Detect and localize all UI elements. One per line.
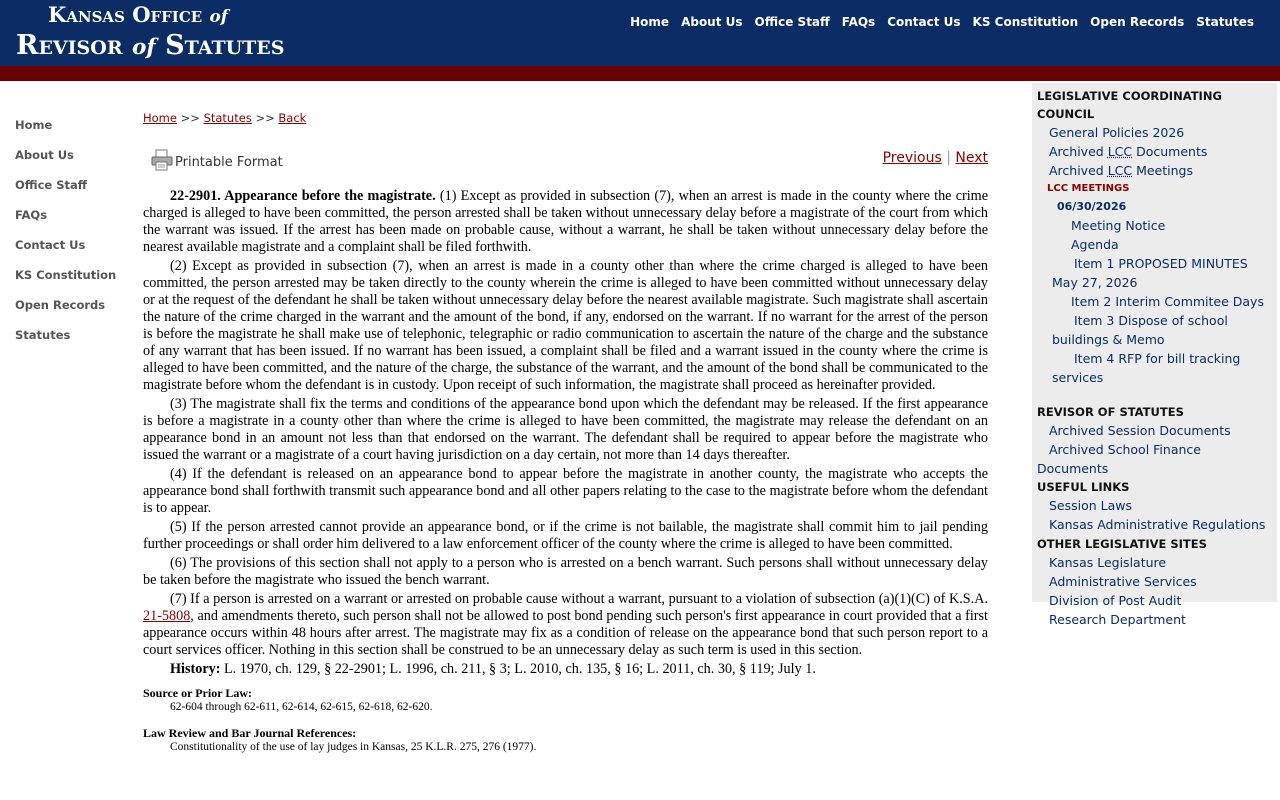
ksa-21-5808-link[interactable]: 21-5808 [143,608,191,624]
link-text: Meetings [1132,163,1193,178]
leftnav-contact-us[interactable]: Contact Us [15,238,86,252]
lcc-meetings-subheading: LCC MEETINGS [1047,183,1130,194]
topnav-office-staff[interactable]: Office Staff [754,15,830,29]
topnav-about-us[interactable]: About Us [681,15,743,29]
sidebar-row [1037,142,1272,161]
main-content [143,111,988,766]
statute-para-7-text-b: , and amendments thereto, such person shall not be allowed to post bond pending such person's first appearance in court provided that a first appearance occurs within 48 hours after arrest. The magistrate may fix as a condition of release on the appearance bond that such person report to a court services officer. Nothing in this section shall be construed to be an unnecessary delay as such term is used in this section. [143,608,988,658]
site-header [0,0,1280,66]
division-post-audit-link[interactable]: Division of Post Audit [1049,593,1182,608]
other-sites-heading: OTHER LEGISLATIVE SITES [1037,537,1207,551]
sidebar-row [1037,349,1272,387]
sidebar-row [1037,235,1272,254]
sidebar-row [1037,610,1272,629]
kansas-legislature-link[interactable]: Kansas Legislature [1049,555,1167,570]
item-4-rfp-link[interactable]: Item 4 RFP for bill tracking services [1052,351,1241,385]
previous-link[interactable]: Previous [882,150,942,166]
statute-para-2: (2) Except as provided in subsection (7), when an arrest is made in a county other than where the crime charged is alleged to have been committed, the person arrested may be taken directly to the county wherein the crime is alleged to have been committed without unnecessary delay or at the request of the defendant he shall be taken without unnecessary delay before the nearest available magistrate. Such magistrate shall ascertain the nature of the crime charged in the warrant and the amount of the bond, if any, endorsed on the warrant. If no warrant for the arrest of the person is before the magistrate he shall make use of telephonic, telegraphic or radio communication to ascertain the nature of the charge and the substance of any warrant that has been issued. If no warrant has been issued, a complaint shall be filed and a warrant issued in the county where the crime is alleged to have been committed, and the nature of the charge, the substance of the warrant, and the amount of the bond shall be communicated to the magistrate before whom the defendant is in custody. Upon receipt of such information, the magistrate shall proceed as hereinafter provided. [143,258,988,393]
sidebar-row [1037,216,1272,235]
kansas-admin-regs-link[interactable]: Kansas Administrative Regulations [1049,517,1266,532]
logo-line-1 [48,2,228,27]
breadcrumb-statutes[interactable]: Statutes [203,111,252,125]
leftnav-office-staff[interactable]: Office Staff [15,178,88,192]
topnav-ks-constitution[interactable]: KS Constitution [972,15,1079,29]
law-review-text: Constitutionality of the use of lay judges in Kansas, 25 K.L.R. 275, 276 (1977). [170,741,537,753]
lcc-abbr: LCC [1107,163,1133,178]
print-row [143,147,988,182]
header-accent-bar [0,66,1280,81]
sidebar-gap [1037,387,1272,403]
sidebar-row [1037,123,1272,142]
logo-line-2 [16,30,285,61]
logo-text-statutes: Statutes [165,30,285,61]
sidebar-row [1037,311,1272,349]
lcc-heading: LEGISLATIVE COORDINATING COUNCIL [1037,89,1222,121]
logo-text-of: of [209,6,228,26]
printer-icon[interactable] [151,149,173,171]
sidebar-row [1037,515,1272,534]
right-sidebar [1032,83,1277,627]
sidebar-row [1037,440,1272,478]
breadcrumb [143,111,988,147]
archived-school-finance-link[interactable]: Archived School Finance Documents [1037,442,1201,476]
item-1-minutes-link[interactable]: Item 1 PROPOSED MINUTES May 27, 2026 [1052,256,1248,290]
sidebar-row [1037,421,1272,440]
sidebar-row [1037,553,1272,572]
link-text: Archived [1049,163,1108,178]
statute-title: 22-2901. Appearance before the magistrate. [170,188,436,204]
statute-para-7-text-a: (7) If a person is arrested on a warrant or arrested on probable cause without a warrant, pursuant to a violation of subsection (a)(1)(C) of K.S.A. [170,591,988,607]
sidebar-row [1037,572,1272,591]
archived-lcc-meetings-link[interactable] [1049,163,1193,178]
lcc-abbr: LCC [1107,144,1133,159]
logo-text-kansas-office: Kansas Office [48,2,203,27]
history-label: History: [170,661,221,677]
sidebar-row [1037,591,1272,610]
source-text: 62-604 through 62-611, 62-614, 62-615, 62-618, 62-620. [170,701,433,713]
research-department-link[interactable]: Research Department [1049,612,1186,627]
topnav-contact-us[interactable]: Contact Us [887,15,961,29]
administrative-services-link[interactable]: Administrative Services [1049,574,1197,589]
agenda-link[interactable]: Agenda [1071,237,1119,252]
sidebar-row [1037,496,1272,515]
breadcrumb-separator: >> [255,111,275,125]
sidebar-row [1037,161,1272,180]
breadcrumb-back[interactable]: Back [278,111,307,125]
breadcrumb-separator: >> [180,111,200,125]
pager-separator: | [946,150,951,166]
next-link[interactable]: Next [955,150,988,166]
statute-history [143,661,988,678]
item-2-interim-link[interactable]: Item 2 Interim Commitee Days [1071,294,1264,309]
topnav-home[interactable]: Home [630,15,670,29]
statute-para-3: (3) The magistrate shall fix the terms and conditions of the appearance bond upon which the defendant may be released. If the first appearance is before a magistrate in a county other than where the crime is alleged to have been committed, the magistrate may release the defendant on an appearance bond in an amount not less than that endorsed on the warrant. The defendant shall be required to appear before the magistrate who issued the warrant or a magistrate of a court having jurisdiction on a day certain, not more than 14 days thereafter. [143,396,988,463]
statute-para-6: (6) The provisions of this section shall not apply to a person who is arrested on a bench warrant. Such persons shall without unnecessary delay be taken before the magistrate who issued the bench warrant. [143,555,988,588]
breadcrumb-home[interactable]: Home [143,111,177,125]
archived-lcc-documents-link[interactable] [1049,144,1207,159]
session-laws-link[interactable]: Session Laws [1049,498,1133,513]
pager [883,150,988,166]
meeting-date: 06/30/2026 [1057,200,1127,213]
link-text: Documents [1132,144,1208,159]
item-3-dispose-link[interactable]: Item 3 Dispose of school buildings & Memo [1052,313,1228,347]
revisor-heading: REVISOR OF STATUTES [1037,405,1184,419]
history-text: L. 1970, ch. 129, § 22-2901; L. 1996, ch. 211, § 3; L. 2010, ch. 135, § 16; L. 2011, ch. 30, § 119; July 1. [220,661,816,677]
topnav-open-records[interactable]: Open Records [1090,15,1185,29]
leftnav-ks-constitution[interactable]: KS Constitution [15,268,117,282]
archived-session-documents-link[interactable]: Archived Session Documents [1049,423,1231,438]
statute-para-1 [143,188,988,256]
top-nav [624,15,1260,29]
statute-para-7 [143,591,988,659]
topnav-faqs[interactable]: FAQs [841,15,876,29]
general-policies-link[interactable]: General Policies 2026 [1049,125,1185,140]
law-review-heading: Law Review and Bar Journal References: [143,726,357,740]
logo-text-revisor: Revisor [16,30,123,61]
statute-para-5: (5) If the person arrested cannot provide an appearance bond, or if the crime is not bailable, the magistrate shall commit him to jail pending further proceedings or shall order him delivered to a law enforcement officer of the county where the crime is alleged to have been committed. [143,519,988,552]
leftnav-open-records[interactable]: Open Records [15,298,106,312]
printable-format-link[interactable]: Printable Format [175,155,283,170]
meeting-notice-link[interactable]: Meeting Notice [1071,218,1166,233]
link-text: Archived [1049,144,1108,159]
leftnav-home[interactable]: Home [15,118,53,132]
leftnav-statutes[interactable]: Statutes [15,328,71,342]
leftnav-about-us[interactable]: About Us [15,148,74,162]
statute-text [143,188,988,678]
useful-links-heading: USEFUL LINKS [1037,480,1130,494]
left-nav [15,118,135,358]
sidebar-row [1037,254,1272,292]
leftnav-faqs[interactable]: FAQs [15,208,48,222]
source-heading: Source or Prior Law: [143,686,252,700]
statute-para-1-text: (1) Except as provided in subsection (7), when an arrest is made in the county where the crime charged is alleged to have been committed, the person arrested shall be taken without unnecessary delay before a magistrate of the court from which the warrant was issued. If the arrest has been made on probable cause, without a warrant, he shall be taken without unnecessary delay before the nearest available magistrate and a complaint shall be filed forthwith. [143,188,988,255]
sidebar-row [1037,292,1272,311]
logo-text-of-2: of [132,35,156,60]
topnav-statutes[interactable]: Statutes [1196,15,1254,29]
statute-para-4: (4) If the defendant is released on an appearance bond to appear before the magistrate in another county, the magistrate who accepts the appearance bond shall forthwith transmit such appearance bond and all other papers relating to the case to the magistrate before whom the defendant is to appear. [143,466,988,516]
source-section [143,686,988,755]
